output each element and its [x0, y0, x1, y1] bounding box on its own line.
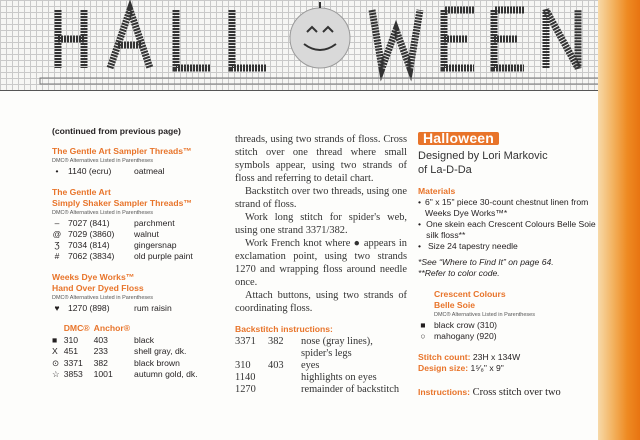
table-row: 1140 highlights on eyes: [235, 372, 377, 383]
table-row: X 451 233 shell gray, dk.: [52, 346, 187, 356]
left-column: [52, 126, 212, 381]
section-title: The Gentle Art Sampler Threads™: [52, 146, 192, 156]
alternatives-note: DMC® Alternatives Listed in Parentheses: [434, 312, 535, 318]
table-row: 310 403 eyes: [235, 360, 320, 371]
middle-column: [235, 133, 407, 396]
alternatives-note: DMC® Alternatives Listed in Parentheses: [52, 158, 153, 164]
paragraph: Work French knot where ● appears in exclamation point, using two strands 1270 and wrapping floss around needle once.: [235, 238, 407, 288]
project-title: Halloween: [418, 132, 499, 145]
list-item: • 6" x 15" piece 30-count chestnut linen from Weeks Dye Works™*: [418, 197, 589, 218]
designer-line: Designed by Lori Markovic: [418, 150, 548, 162]
halloween-lettering-chart: [0, 0, 600, 90]
section-title: Simply Shaker Sampler Threads™: [52, 198, 192, 208]
alternatives-note: DMC® Alternatives Listed in Parentheses: [52, 210, 153, 216]
table-row: ☆ 3853 1001 autumn gold, dk.: [52, 369, 198, 379]
thread-row: # 7062 (3834) old purple paint: [54, 251, 193, 261]
design-size: Design size: 1⁵⁄₈" x 9": [418, 363, 504, 373]
paragraph: Work long stitch for spider's web, using one strand 3371/382.: [235, 212, 407, 236]
table-row: ⊙ 3371 382 black brown: [52, 357, 180, 368]
thread-row: – 7027 (841) parchment: [54, 218, 175, 228]
pumpkin-shape: [290, 8, 350, 68]
backstitch-table: [235, 336, 407, 396]
thread-row: • 1140 (ecru) oatmeal: [52, 166, 212, 177]
alternatives-note: DMC® Alternatives Listed in Parentheses: [52, 295, 153, 301]
list-item: • Size 24 tapestry needle: [418, 241, 518, 251]
cross-stitch-chart: [0, 0, 600, 91]
dmc-table: [52, 323, 202, 381]
section-title: Belle Soie: [434, 300, 476, 310]
bullet-symbol: •: [55, 166, 59, 176]
backstitch-title: Backstitch instructions:: [235, 324, 333, 334]
designer-line: of La-D-Da: [418, 164, 472, 176]
section-title: Weeks Dye Works™: [52, 272, 135, 282]
right-column: [418, 132, 598, 398]
paragraph: Attach buttons, using two strands of coordinating floss.: [235, 290, 407, 314]
paragraph: threads, using two strands of floss. Cross stitch over one thread where small symbols appear, using two strands of floss and referring to detail chart.: [235, 134, 407, 184]
section-title: Crescent Colours: [434, 289, 506, 299]
thread-row: ■ black crow (310): [420, 320, 498, 330]
section-title: The Gentle Art: [52, 187, 111, 197]
table-row: 3371 382 nose (gray lines), spider's legs: [235, 336, 373, 359]
thread-row: @ 7029 (3860) walnut: [52, 229, 159, 239]
page-edge-decoration: [598, 0, 640, 440]
thread-row: Ʒ 7034 (814) gingersnap: [54, 240, 177, 250]
thread-row: ♥ 1270 (898) rum raisin: [54, 303, 172, 313]
list-item: • One skein each Crescent Colours Belle Soie silk floss**: [418, 219, 596, 240]
table-row: ■ 310 403 black: [52, 334, 155, 345]
paragraph: Backstitch over two threads, using one strand of floss.: [235, 186, 407, 210]
continued-note: (continued from previous page): [52, 126, 181, 136]
footnote: **Refer to color code.: [418, 268, 500, 278]
materials-title: Materials: [418, 186, 456, 196]
section-title: Hand Over Dyed Floss: [52, 283, 144, 293]
instructions: Instructions: Cross stitch over two: [418, 387, 561, 398]
stitch-count: Stitch count: 23H x 134W: [418, 352, 521, 362]
thread-row: ○ mahogany (920): [420, 331, 497, 341]
footnote: *See “Where to Find It” on page 64.: [418, 257, 554, 267]
anchor-header: Anchor®: [93, 323, 131, 333]
dmc-header: DMC®: [63, 323, 90, 333]
table-row: 1270 remainder of backstitch: [235, 384, 400, 395]
